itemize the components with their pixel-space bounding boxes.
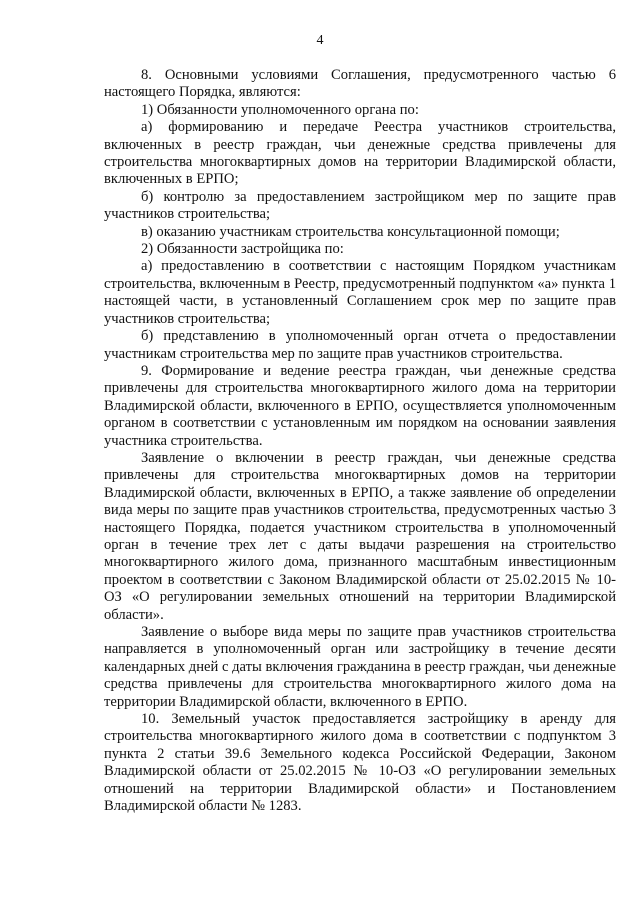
paragraph: Заявление о выборе вида меры по защите прав участников строительства направляется в уполномоченный орган или застройщику в течение десяти календарных дней с даты включения гражданина в реестр граждан, чьи денежные средства привлечены для строительства многоквартирного жилого дома на территории Владимирской области, включенного в ЕРПО. [104,624,616,710]
paragraph: б) представлению в уполномоченный орган отчета о предоставлении участникам строительства мер по защите прав участников строительства. [104,328,616,362]
paragraph: а) предоставлению в соответствии с настоящим Порядком участникам строительства, включенным в Реестр, предусмотренный подпунктом «а» пункта 1 настоящей части, в установленный Соглашением срок мер по защите прав участников строительства; [104,258,616,327]
paragraph: 9. Формирование и ведение реестра граждан, чьи денежные средства привлечены для строительства многоквартирного жилого дома на территории Владимирской области, включенного в ЕРПО, осуществляется уполномоченным органом в соответствии с установленным им порядком на основании заявления участника строительства. [104,362,616,449]
paragraph: б) контролю за предоставлением застройщиком мер по защите прав участников строительства; [104,188,616,223]
paragraph: 8. Основными условиями Соглашения, предусмотренного частью 6 настоящего Порядка, являются: [104,67,616,101]
paragraph: в) оказанию участникам строительства консультационной помощи; [141,223,560,240]
document-body [104,67,616,815]
paragraph: Заявление о включении в реестр граждан, чьи денежные средства привлечены для строительства многоквартирных домов на территории Владимирской области, включенных в ЕРПО, а также заявление об определении вида меры по защите прав участников строительства, предусмотренных частью 3 настоящего Порядка, подается участником строительства в уполномоченный орган в течение трех лет с даты выдачи разрешения на строительство многоквартирного жилого дома, признанного масштабным инвестиционным проектом в соответствии с Законом Владимирской области от 25.02.2015 № 10-ОЗ «О регулировании земельных отношений на территории Владимирской области». [104,449,616,623]
paragraph: 1) Обязанности уполномоченного органа по: [141,101,419,118]
paragraph: 10. Земельный участок предоставляется застройщику в аренду для строительства многоквартирного жилого дома в соответствии с подпунктом 3 пункта 2 статьи 39.6 Земельного кодекса Российской Федерации, Законом Владимирской области от 25.02.2015 № 10-ОЗ «О регулировании земельных отношений на территории Владимирской области» и Постановлением Владимирской области № 1283. [104,711,616,815]
page-number: 4 [316,33,324,48]
paragraph: а) формированию и передаче Реестра участников строительства, включенных в реестр граждан, чьи денежные средства привлечены для строительства многоквартирных домов на территории Владимирской области, включенных в ЕРПО; [104,119,616,188]
paragraph: 2) Обязанности застройщика по: [141,241,344,258]
